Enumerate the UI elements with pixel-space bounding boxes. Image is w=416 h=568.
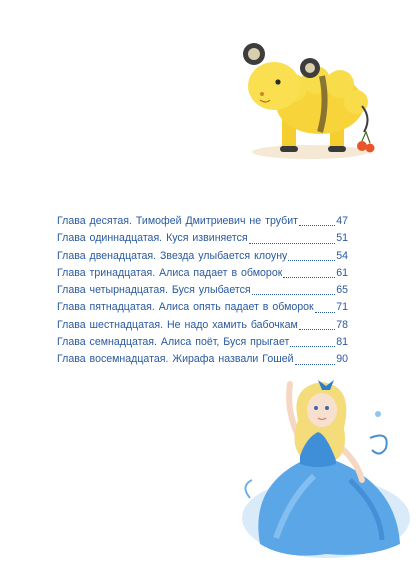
toc-entry-title: Глава восемнадцатая. Жирафа назвали Гошей [57, 353, 294, 366]
toc-entry-page: 71 [336, 301, 348, 314]
toc-entry[interactable] [57, 230, 348, 247]
toc-dot-leader [252, 294, 336, 295]
toc-entry-title: Глава тринадцатая. Алиса падает в обморок [57, 266, 283, 279]
table-of-contents [57, 213, 348, 369]
toc-entry[interactable] [57, 282, 348, 299]
toc-entry[interactable] [57, 213, 348, 230]
toc-entry-page: 90 [336, 353, 348, 366]
toc-entry-page: 54 [336, 249, 348, 262]
sheep-illustration [238, 28, 378, 168]
toc-dot-leader [295, 364, 336, 365]
toc-entry[interactable] [57, 248, 348, 265]
toc-entry-page: 51 [336, 232, 348, 245]
toc-entry-title: Глава одиннадцатая. Куся извиняется [57, 232, 248, 245]
toc-dot-leader [299, 225, 335, 226]
toc-entry-title: Глава шестнадцатая. Не надо хамить бабочкам [57, 318, 298, 331]
toc-dot-leader [299, 329, 335, 330]
toc-dot-leader [283, 277, 335, 278]
toc-entry[interactable] [57, 265, 348, 282]
toc-dot-leader [315, 312, 336, 313]
toc-entry-page: 61 [336, 266, 348, 279]
toc-entry-page: 78 [336, 318, 348, 331]
girl-in-blue-dress-illustration [230, 368, 412, 564]
toc-entry[interactable] [57, 317, 348, 334]
toc-entry[interactable] [57, 299, 348, 316]
toc-entry-title: Глава семнадцатая. Алиса поёт, Буся прыгает [57, 336, 290, 349]
toc-entry-title: Глава пятнадцатая. Алиса опять падает в обморок [57, 301, 314, 314]
toc-entry-title: Глава десятая. Тимофей Дмитриевич не трубит [57, 215, 298, 227]
toc-dot-leader [249, 243, 336, 244]
toc-entry-title: Глава четырнадцатая. Буся улыбается [57, 284, 251, 297]
toc-entry-page: 47 [336, 215, 348, 227]
toc-dot-leader [288, 260, 335, 261]
toc-entry[interactable] [57, 334, 348, 351]
toc-entry[interactable] [57, 351, 348, 368]
toc-entry-page: 65 [336, 284, 348, 297]
toc-dot-leader [290, 346, 335, 347]
toc-entry-page: 81 [336, 336, 348, 349]
toc-entry-title: Глава двенадцатая. Звезда улыбается клоуну [57, 249, 288, 262]
